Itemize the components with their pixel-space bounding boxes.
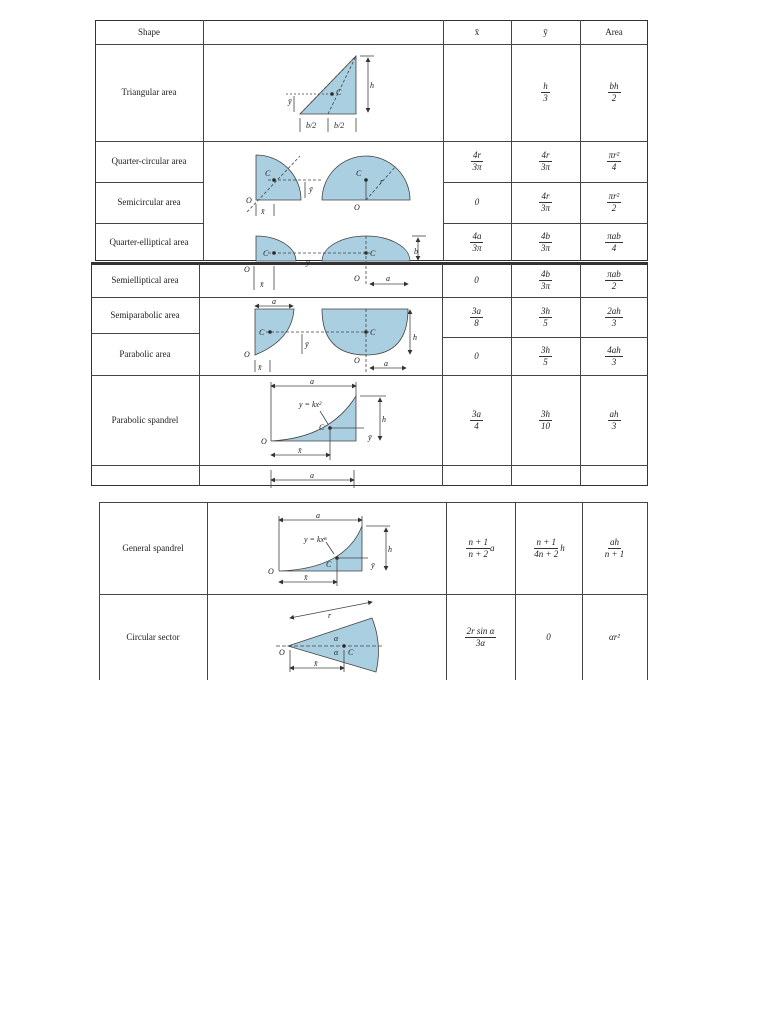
denominator: 3π — [540, 203, 550, 213]
denominator: 3 — [611, 356, 617, 367]
numerator: πr² — [608, 191, 620, 201]
label-x: x̄ — [260, 280, 264, 289]
shape-name: General spandrel — [122, 542, 184, 553]
label-O: O — [354, 274, 360, 283]
denominator: 3π — [540, 281, 550, 291]
label-C: C — [259, 328, 265, 337]
label-C: C — [336, 88, 342, 97]
shape-name: Semiparabolic area — [110, 309, 180, 320]
label-y: ȳ — [368, 433, 372, 442]
label-a: a — [310, 471, 314, 480]
label-alpha: α — [334, 634, 339, 643]
label-C: C — [265, 169, 271, 178]
label-O: O — [268, 567, 274, 576]
label-O: O — [244, 350, 250, 359]
shape-name: Quarter-elliptical area — [109, 236, 189, 247]
parabola-figures — [244, 297, 417, 372]
shape-name: Circular sector — [126, 631, 180, 642]
label-x: x̄ — [314, 659, 318, 668]
label-O: O — [354, 356, 360, 365]
denominator: n + 1 — [604, 548, 625, 559]
header-ybar: ȳ — [543, 26, 548, 37]
label-y: ȳ — [309, 185, 313, 194]
denominator: 5 — [543, 356, 548, 367]
suffix: h — [560, 542, 565, 553]
sector-figure — [276, 602, 384, 672]
label-O: O — [279, 648, 285, 657]
numerator: 4a — [472, 230, 482, 241]
label-O: O — [244, 265, 250, 274]
label-O: O — [261, 437, 267, 446]
triangle-figure — [286, 56, 374, 132]
denominator: 3π — [540, 242, 550, 253]
denominator: n + 2 — [468, 548, 489, 559]
header-xbar: x̄ — [474, 26, 480, 37]
label-C: C — [263, 249, 269, 258]
denominator: 10 — [541, 420, 550, 431]
label-a: a — [316, 511, 320, 520]
label-h: h — [382, 415, 386, 424]
label-x: x̄ — [298, 446, 302, 455]
numerator: 4r — [541, 191, 550, 201]
denominator: 3 — [611, 317, 617, 328]
label-y: ȳ — [306, 258, 310, 267]
numerator: 2r sin α — [466, 625, 495, 636]
label-y: ȳ — [305, 340, 309, 349]
numerator: ah — [609, 408, 619, 419]
numerator: 4ah — [607, 344, 621, 355]
spandrel-figure — [261, 377, 386, 488]
label-C: C — [370, 249, 376, 258]
numerator: n + 1 — [536, 536, 557, 547]
label-h: h — [370, 81, 374, 90]
label-O: O — [354, 203, 360, 212]
label-O: O — [246, 196, 252, 205]
numerator: 4b — [540, 230, 550, 241]
numerator: 2ah — [607, 305, 621, 316]
suffix: a — [490, 542, 495, 553]
ellipse-figures — [244, 236, 426, 290]
header-shape: Shape — [138, 26, 160, 37]
circle-figures — [246, 155, 410, 216]
label-r: r — [380, 177, 384, 186]
numerator: ah — [609, 536, 619, 547]
label-x: x̄ — [258, 363, 262, 372]
label-b: b — [414, 247, 418, 256]
numerator: n + 1 — [468, 536, 489, 547]
label-C: C — [319, 423, 325, 432]
numerator: 4r — [472, 150, 481, 160]
numerator: 3a — [472, 305, 481, 316]
label-alpha: α — [334, 648, 339, 657]
numerator: 3h — [541, 344, 550, 355]
numerator: 3h — [541, 305, 550, 316]
denominator: 4 — [611, 162, 617, 172]
label-a: a — [310, 377, 314, 386]
label-a: a — [272, 297, 276, 306]
shape-name: Quarter-circular area — [111, 156, 187, 167]
denominator: 3π — [472, 242, 482, 253]
denominator: 2 — [611, 203, 617, 213]
denominator: 5 — [543, 317, 548, 328]
denominator: 3π — [540, 162, 550, 172]
label-general: y = kxⁿ — [304, 535, 327, 544]
numerator: bh — [609, 81, 619, 91]
label-b2: b/2 — [306, 121, 317, 130]
label-x: x̄ — [261, 207, 265, 216]
denominator: 3 — [611, 420, 617, 431]
denominator: 4 — [474, 420, 479, 431]
value-text: αr² — [609, 631, 620, 642]
numerator: h — [543, 81, 548, 91]
numerator: πab — [607, 269, 621, 279]
numerator: πab — [607, 230, 621, 241]
label-a: a — [386, 274, 390, 283]
general-spandrel-figure — [268, 511, 392, 586]
value-text: 0 — [474, 350, 479, 361]
denominator: 4 — [611, 242, 617, 253]
numerator: 4r — [541, 150, 550, 160]
label-C: C — [356, 169, 362, 178]
label-y: ȳ — [288, 97, 292, 106]
header-area: Area — [605, 26, 623, 37]
label-C: C — [348, 648, 354, 657]
numerator: 3a — [472, 408, 481, 419]
shape-name: Triangular area — [121, 87, 177, 98]
value-text: 0 — [474, 197, 480, 208]
value-text: 0 — [546, 631, 551, 642]
shape-name: Parabolic area — [119, 348, 171, 359]
denominator: 2 — [611, 93, 617, 103]
denominator: 4n + 2 — [534, 548, 559, 559]
label-b2: b/2 — [334, 121, 345, 130]
label-r: r — [328, 611, 332, 620]
label-C: C — [326, 560, 332, 569]
label-C: C — [370, 328, 376, 337]
label-x: x̄ — [304, 573, 308, 582]
denominator: 2 — [611, 281, 617, 291]
shape-name: Parabolic spandrel — [111, 414, 179, 425]
denominator: 3α — [475, 637, 486, 648]
label-y: ȳ — [371, 561, 375, 570]
numerator: πr² — [608, 150, 620, 160]
value-text: 0 — [474, 275, 479, 286]
label-h: h — [388, 545, 392, 554]
denominator: 3 — [543, 93, 548, 103]
numerator: 3h — [541, 408, 550, 419]
label-a: a — [384, 359, 388, 368]
numerator: 4b — [540, 269, 550, 279]
shape-name: Semielliptical area — [111, 275, 179, 286]
denominator: 3π — [472, 162, 482, 172]
label-h: h — [413, 333, 417, 342]
denominator: 8 — [474, 317, 479, 328]
shape-name: Semicircular area — [117, 197, 181, 208]
label-parabola: y = kx² — [299, 400, 322, 409]
